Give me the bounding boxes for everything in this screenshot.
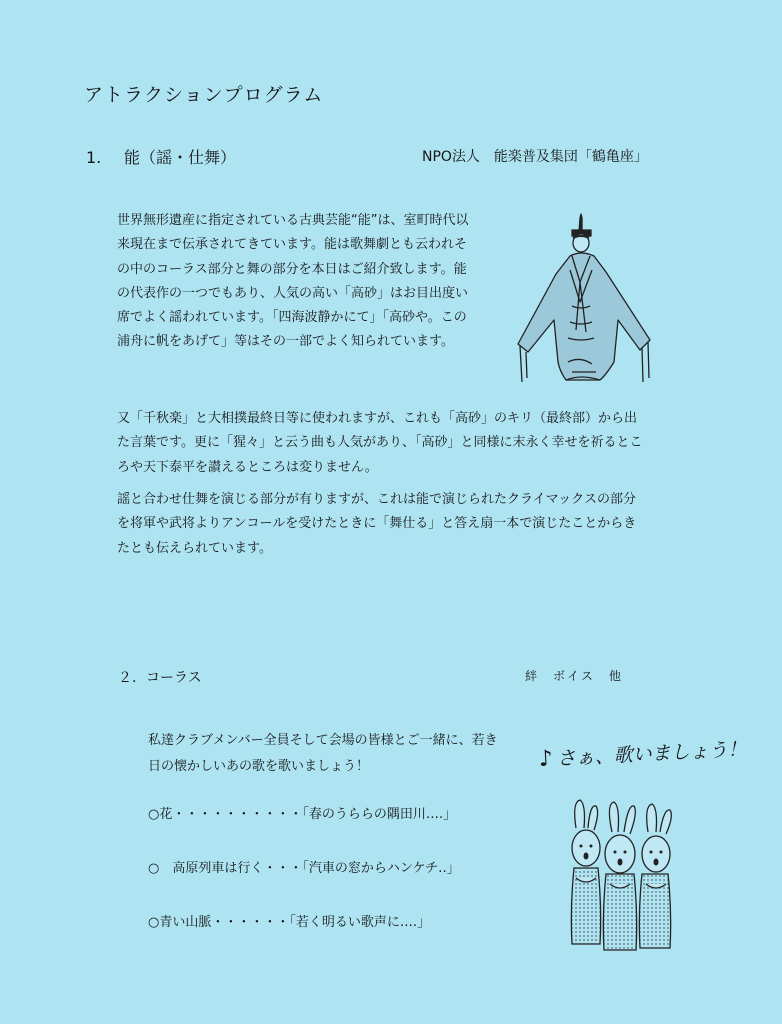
section1-heading	[86, 145, 236, 168]
section2-intro: 私達クラブメンバー全員そして会場の皆様とご一緒に、若き日の懐かしいあの歌を歌いましょう！	[148, 733, 498, 774]
music-note-icon: ♪	[538, 746, 554, 772]
section1-paragraph-3: 謡と合わせ仕舞を演じる部分が有りますが、これは能で演じられたクライマックスの部分を将軍や武将よりアンコールを受けたときに「舞仕る」と答え扇一本で演じたことからきたとも伝えられています。	[117, 492, 637, 556]
section1-title: 能（謡・仕舞）	[124, 148, 237, 167]
list-item: ○ 高原列車は行く・・・「汽車の窓からハンケチ‥」	[148, 861, 460, 876]
list-item: ○青い山脈・・・・・・「若く明るい歌声に‥‥」	[148, 915, 431, 930]
section1-paragraph-1: 世界無形遺産に指定されている古典芸能“能”は、室町時代以来現在まで伝承されてきています。能は歌舞劇とも云われその中のコーラス部分と舞の部分を本日はご紹介致します。能の代表作の一つでもあり、人気の高い「高砂」はお目出度い席でよく謡われています。「四海波静かにて」「高砂や。この浦舟に帆をあげて」等はその一部でよく知られています。	[117, 213, 469, 350]
section1-number: 1.	[86, 148, 102, 167]
caption-text: さぁ、歌いましょう！	[556, 738, 748, 771]
section2-heading: ２．コーラス	[118, 670, 202, 686]
page-title: アトラクションプログラム	[84, 84, 324, 106]
noh-performer-illustration	[510, 212, 660, 384]
section1-organization: NPO法人 能楽普及集団「鶴亀座」	[422, 149, 648, 165]
song-list	[148, 803, 460, 965]
singing-caption	[538, 734, 747, 772]
section2-organization: 絆 ボイス 他	[525, 669, 623, 683]
list-item: ○花・・・・・・・・・・「春のうららの隅田川‥‥」	[148, 807, 457, 822]
section1-paragraph-2: 又「千秋楽」と大相撲最終日等に使われますが、これも「高砂」のキリ（最終部）から出た言葉です。更に「猩々」と云う曲も人気があり、「高砂」と同様に末永く幸せを祈るところや天下泰平を讃えるところは変りません。	[117, 411, 643, 475]
singing-rabbits-illustration	[562, 798, 682, 954]
